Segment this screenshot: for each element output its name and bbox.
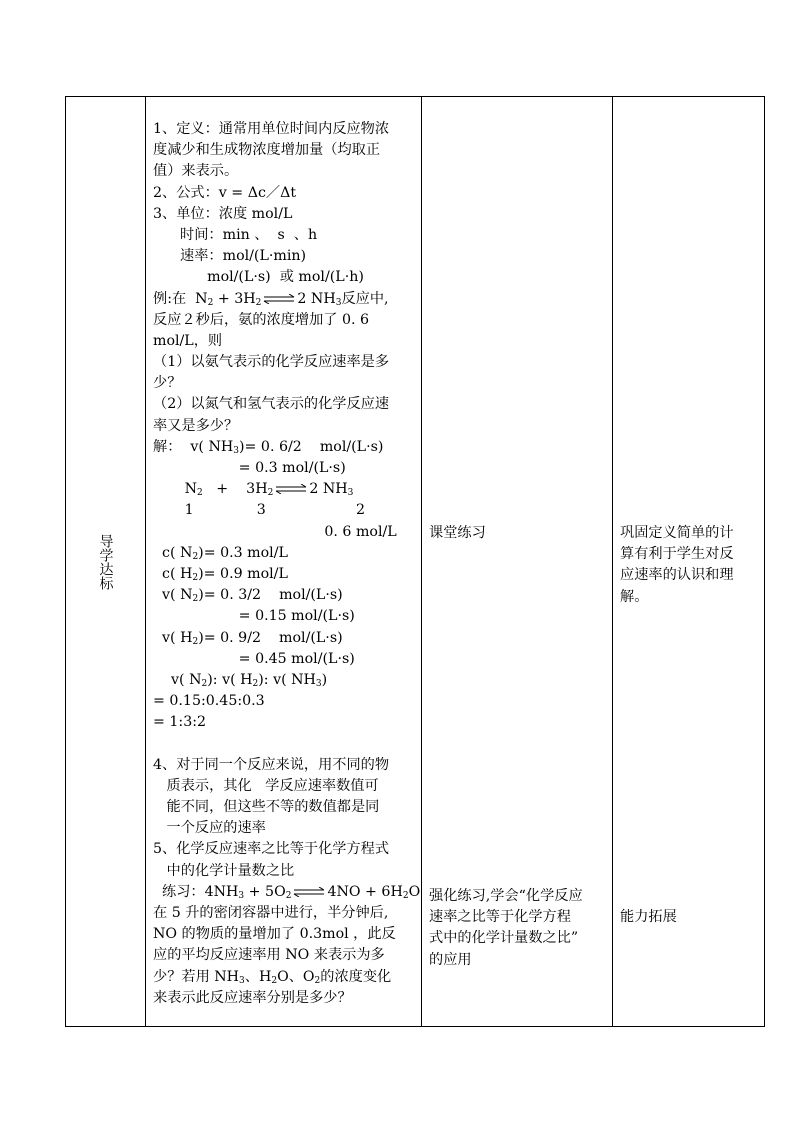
solution-line: = 0.3 mol/(L·s) <box>153 460 346 476</box>
practice-line: 来表示此反应速率分别是多少？ <box>153 989 352 1006</box>
definition-line: 度减少和生成物浓度增加量（均取正 <box>153 142 381 159</box>
solution-line: = 0.45 mol/(L·s) <box>153 650 355 667</box>
practice-line: NO 的物质的量增加了 0.3mol ，此反 <box>153 926 396 943</box>
unit-line: 速率：mol/(L·min) <box>153 248 307 265</box>
lesson-table <box>65 96 765 1027</box>
definition-line: 1、定义：通常用单位时间内反应物浓 <box>153 121 390 137</box>
ratio-line: = 1:3:2 <box>153 714 207 731</box>
example-line: 反应２秒后，氨的浓度增加了 0. 6 <box>153 311 370 328</box>
unit-line: mol/(L·s) 或 mol/(L·h) <box>153 269 364 286</box>
equilibrium-arrow-icon <box>275 484 307 494</box>
ratio-line: v( $N_2$): v( $H_2$): v( $NH_3$) <box>153 671 328 689</box>
content-cell <box>146 97 422 1026</box>
solution-line: v( $N_2)= 0$. 3/2 mol/(L·s) <box>153 587 343 605</box>
definition-line: 值）来表示。 <box>153 163 239 180</box>
intent-cell <box>613 97 766 1026</box>
point-line: 中的化学计量数之比 <box>153 862 295 879</box>
practice-line: 应的平均反应速率用 NO 来表示为多 <box>153 947 385 964</box>
practice-equation: 练习：$4NH_3 + 5O_2$ $4NO + 6H_2O$ <box>153 883 421 901</box>
solution-line: 解： v( $NH_3)= 0$. 6/2 mol/(L·s) <box>153 438 384 456</box>
intent-text: 巩固定义简单的计 算有利于学生对反 应速率的认识和理 解。 <box>620 525 734 605</box>
equilibrium-arrow-icon <box>263 294 295 304</box>
solution-equation: $N_2$ + $3H_2$ 2 $NH_3$ <box>153 481 354 499</box>
equilibrium-arrow-icon <box>293 887 325 897</box>
point-line: 质表示，其化 学反应速率数值可 <box>153 777 379 794</box>
practice-line: 在 5 升的密闭容器中进行，半分钟后, <box>153 904 389 921</box>
intent-text: 能力拓展 <box>620 909 677 925</box>
activity-text: 强化练习,学会“化学反应 速率之比等于化学方程 式中的化学计量数之比” 的应用 <box>429 888 583 968</box>
section-label: 导学达标 <box>97 533 114 590</box>
solution-line: v( $H_2)= 0$. 9/2 mol/(L·s) <box>153 629 343 647</box>
ratio-line: = 0.15:0.45:0.3 <box>153 693 265 710</box>
question-line: （2）以氮气和氢气表示的化学反应速 <box>153 396 390 413</box>
point-line: 一个反应的速率 <box>153 820 266 837</box>
practice-line: 少？若用 $NH_3$、$H_2O$、$O_2$的浓度变化 <box>153 968 392 986</box>
solution-line: c( $N_2)= 0.3$ mol/L <box>153 544 288 562</box>
question-line: （1）以氨气表示的化学反应速率是多 <box>153 354 390 371</box>
question-line: 率又是多少？ <box>153 417 239 434</box>
formula-line: 2、公式：v = Δc／Δt <box>153 184 297 201</box>
unit-line: 时间：min 、 s 、h <box>153 226 318 243</box>
activity-cell <box>422 97 612 1026</box>
example-equation: 例:在 $N_2 + 3H_2$ 2 $NH_3$反应中, <box>153 290 389 308</box>
section-label-cell <box>66 97 145 1026</box>
solution-line: 1 3 2 <box>153 502 365 519</box>
solution-line: c( $H_2)= 0.9$ mol/L <box>153 565 288 583</box>
solution-line: 0. 6 mol/L <box>153 523 397 540</box>
example-line: mol/L，则 <box>153 332 223 349</box>
question-line: 少？ <box>153 375 182 392</box>
activity-text: 课堂练习 <box>429 525 486 541</box>
solution-line: = 0.15 mol/(L·s) <box>153 608 355 625</box>
point-line: 4、对于同一个反应来说，用不同的物 <box>153 756 390 773</box>
point-line: 能不同，但这些不等的数值都是同 <box>153 799 380 815</box>
point-line: 5、化学反应速率之比等于化学方程式 <box>153 841 390 858</box>
unit-line: 3、单位：浓度 mol/L <box>153 205 293 222</box>
